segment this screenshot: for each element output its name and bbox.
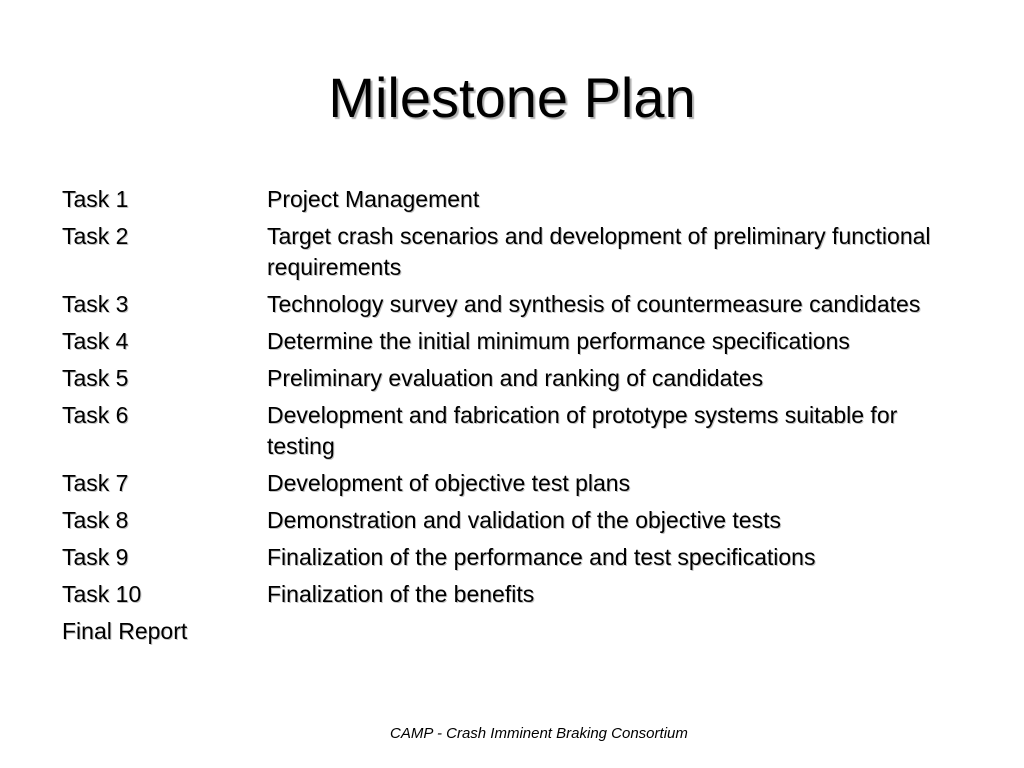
- task-description: Technology survey and synthesis of countermeasure candidates: [267, 291, 921, 317]
- task-row: [62, 542, 962, 573]
- task-row: [62, 400, 962, 462]
- task-id: Task 7: [62, 470, 129, 496]
- task-description: Development of objective test plans: [267, 470, 631, 496]
- task-row: [62, 363, 962, 394]
- task-description: Determine the initial minimum performance specifications: [267, 328, 850, 354]
- task-id: Task 6: [62, 402, 129, 428]
- task-id: Task 5: [62, 365, 129, 391]
- task-id: Task 8: [62, 507, 129, 533]
- task-id: Task 1: [62, 186, 129, 212]
- slide-title: Milestone Plan: [328, 66, 696, 129]
- task-id: Final Report: [62, 618, 188, 644]
- task-row: [62, 326, 962, 357]
- task-id: Task 2: [62, 223, 129, 249]
- slide-footer: CAMP - Crash Imminent Braking Consortium: [390, 725, 688, 742]
- task-description: Finalization of the performance and test specifications: [267, 544, 816, 570]
- task-row: [62, 184, 962, 215]
- task-row: [62, 579, 962, 610]
- task-description: Project Management: [267, 186, 480, 212]
- task-description: Finalization of the benefits: [267, 581, 535, 607]
- task-description: Development and fabrication of prototype systems suitable for testing: [267, 402, 898, 459]
- task-id: Task 4: [62, 328, 129, 354]
- task-row: [62, 221, 962, 283]
- task-id: Task 3: [62, 291, 129, 317]
- task-row: [62, 289, 962, 320]
- task-id: Task 9: [62, 544, 129, 570]
- task-description: Preliminary evaluation and ranking of candidates: [267, 365, 764, 391]
- task-list: [62, 184, 962, 653]
- task-row: [62, 468, 962, 499]
- task-row: [62, 616, 962, 647]
- task-row: [62, 505, 962, 536]
- task-description: Target crash scenarios and development of preliminary functional requirements: [267, 223, 931, 280]
- task-description: Demonstration and validation of the objective tests: [267, 507, 781, 533]
- task-id: Task 10: [62, 581, 142, 607]
